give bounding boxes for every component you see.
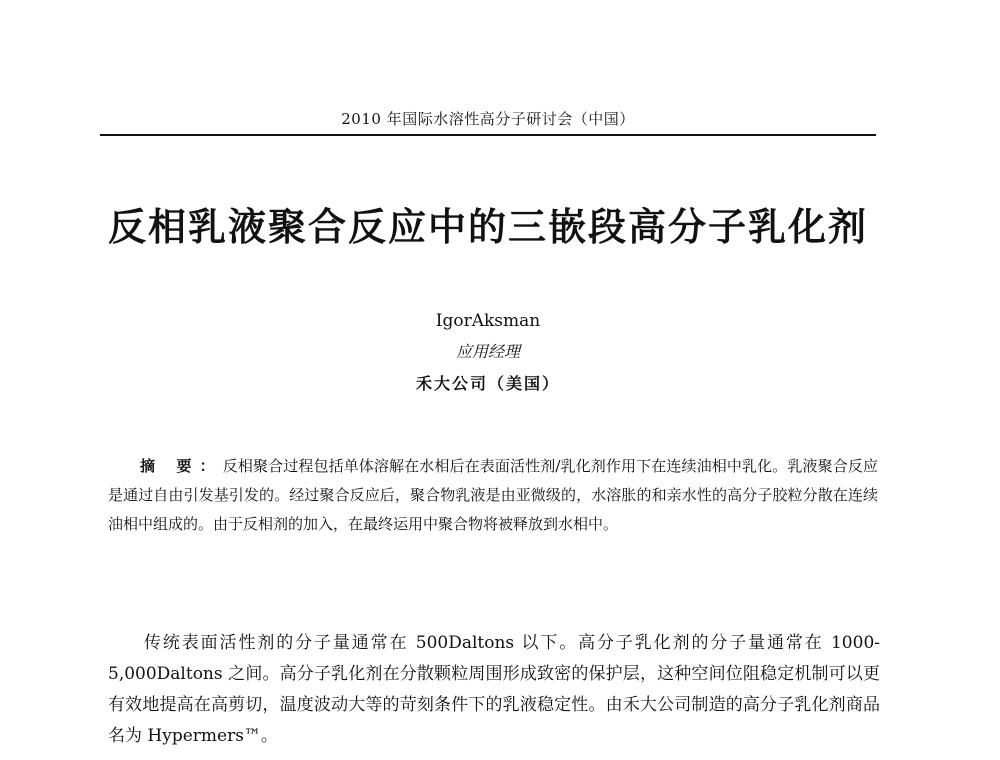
- running-header: 2010 年国际水溶性高分子研讨会（中国）: [341, 110, 635, 128]
- abstract-label: 摘 要：: [140, 457, 223, 475]
- author-role: 应用经理: [455, 342, 520, 361]
- paper-title: 反相乳液聚合反应中的三嵌段高分子乳化剂: [107, 204, 868, 249]
- header-rule: [100, 134, 876, 136]
- author-block: [100, 306, 876, 400]
- author-organization: 禾大公司（美国）: [415, 374, 560, 393]
- abstract: [108, 452, 878, 539]
- body-paragraph: 传统表面活性剂的分子量通常在 500Daltons 以下。高分子乳化剂的分子量通常在 1000-5,000Daltons 之间。高分子乳化剂在分散颗粒周围形成致密的保护层，这种空间位阻稳定机制可以更有效地提高在高剪切，温度波动大等的苛刻条件下的乳液稳定性。由禾大公司制造的高分子乳化剂商品名为 Hypermers™。: [108, 633, 880, 746]
- abstract-text: 反相聚合过程包括单体溶解在水相后在表面活性剂/乳化剂作用下在连续油相中乳化。乳液聚合反应是通过自由引发基引发的。经过聚合反应后，聚合物乳液是由亚微级的，水溶胀的和亲水性的高分子胶粒分散在连续油相中组成的。由于反相剂的加入，在最终运用中聚合物将被释放到水相中。: [108, 457, 878, 533]
- author-name: IgorAksman: [435, 311, 541, 331]
